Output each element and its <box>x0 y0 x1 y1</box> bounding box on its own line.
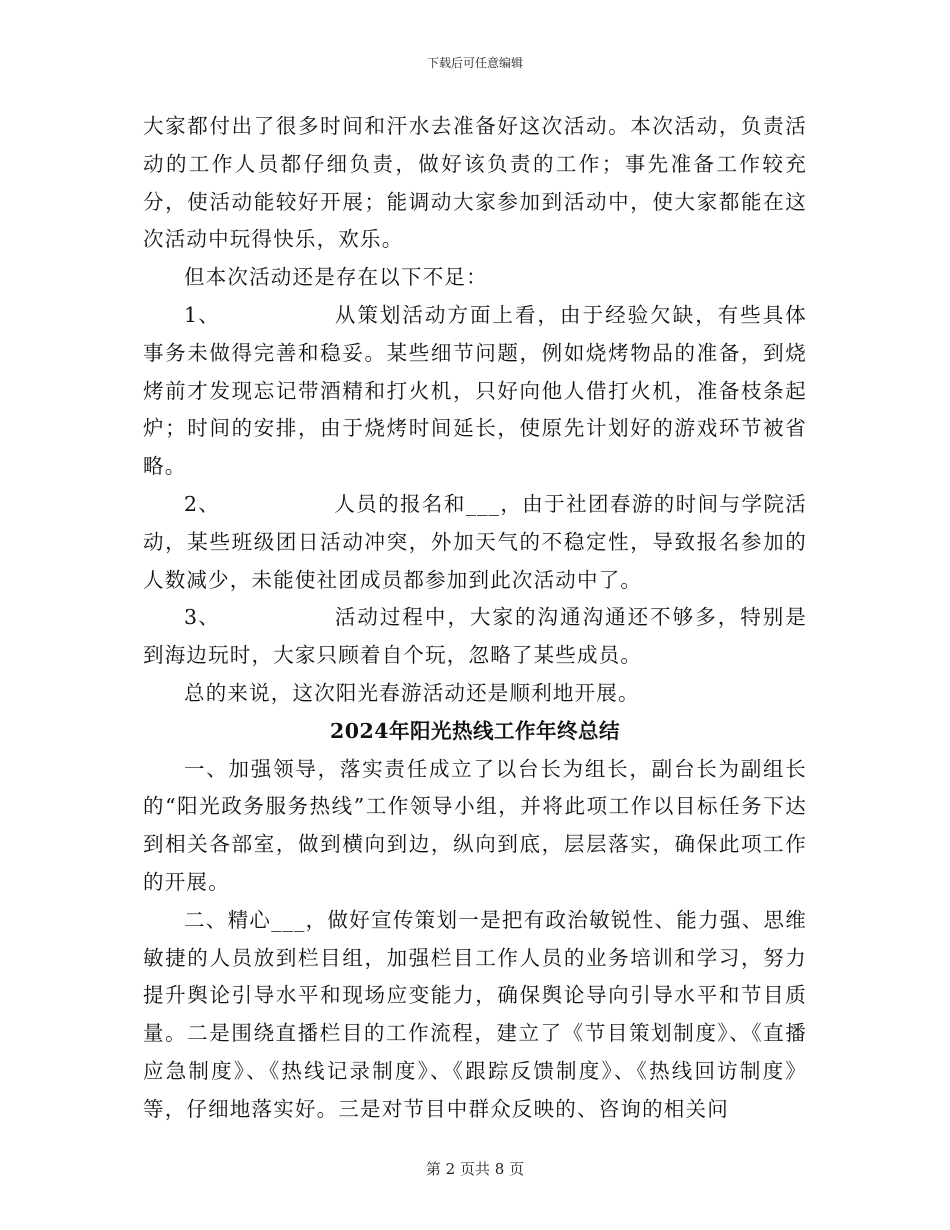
paragraph: 大家都付出了很多时间和汗水去准备好这次活动。本次活动，负责活动的工作人员都仔细负责，做好该负责的工作；事先准备工作较充分，使活动能较好开展；能调动大家参加到活动中，使大家都能在这次活动中玩得快乐，欢乐。 <box>143 114 807 252</box>
list-item <box>143 599 807 675</box>
list-item <box>143 297 807 486</box>
list-number: 2、 <box>184 491 220 516</box>
paragraph: 二、精心___，做好宣传策划一是把有政治敏锐性、能力强、思维敏捷的人员放到栏目组，加强栏目工作人员的业务培训和学习，努力提升舆论引导水平和现场应变能力，确保舆论导向引导水平和节目质量。二是围绕直播栏目的工作流程，建立了《节目策划制度》、《直播应急制度》、《热线记录制度》、《跟踪反馈制度》、《热线回访制度》等，仔细地落实好。三是对节目中群众反映的、咨询的相关问 <box>143 907 807 1121</box>
page-header: 下载后可任意编辑 <box>426 56 523 70</box>
document-body <box>143 108 807 1129</box>
list-text: 人员的报名和___，由于社团春游的时间与学院活动，某些班级团日活动冲突，外加天气的不稳定性，导致报名参加的人数减少，未能使社团成员都参加到此次活动中了。 <box>143 491 807 592</box>
list-number: 3、 <box>184 605 220 630</box>
list-text: 活动过程中，大家的沟通沟通还不够多，特别是到海边玩时，大家只顾着自个玩，忽略了某些成员。 <box>143 605 807 668</box>
section-title: 2024年阳光热线工作年终总结 <box>329 718 621 743</box>
list-item <box>143 486 807 599</box>
paragraph: 一、加强领导，落实责任成立了以台长为组长，副台长为副组长的“阳光政务服务热线”工作领导小组，并将此项工作以目标任务下达到相关各部室，做到横向到边，纵向到底，层层落实，确保此项工作的开展。 <box>143 756 807 894</box>
page-footer: 第 2 页共 8 页 <box>425 1160 525 1178</box>
list-number: 1、 <box>184 302 220 327</box>
paragraph: 但本次活动还是存在以下不足： <box>184 265 488 290</box>
paragraph: 总的来说，这次阳光春游活动还是顺利地开展。 <box>184 680 640 705</box>
list-text: 从策划活动方面上看，由于经验欠缺，有些具体事务未做得完善和稳妥。某些细节问题，例如烧烤物品的准备，到烧烤前才发现忘记带酒精和打火机，只好向他人借打火机，准备枝条起炉；时间的安排，由于烧烤时间延长，使原先计划好的游戏环节被省略。 <box>143 302 807 479</box>
